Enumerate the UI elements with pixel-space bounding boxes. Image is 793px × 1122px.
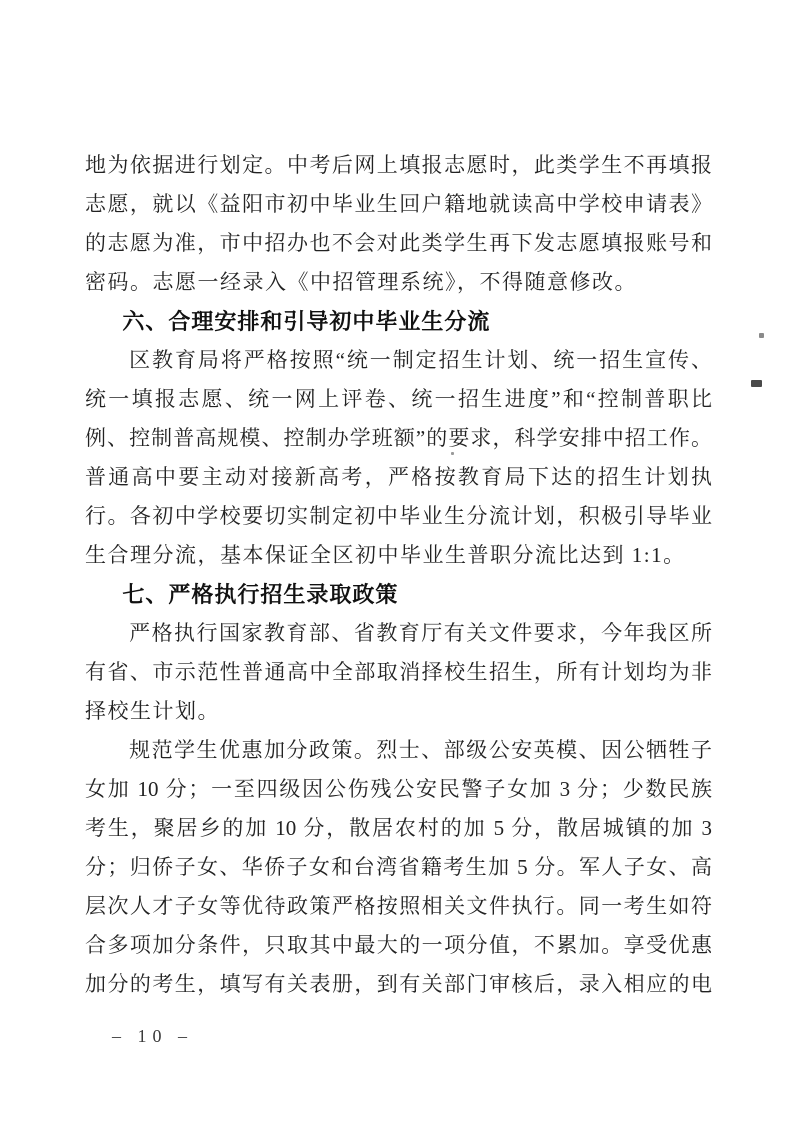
text-line: 择校生计划。 bbox=[85, 699, 220, 723]
text-line: 女加 10 分；一至四级因公伤残公安民警子女加 3 分；少数民族 bbox=[85, 777, 712, 801]
page-number: – 10 – bbox=[112, 1026, 193, 1046]
text-line: 合多项加分条件，只取其中最大的一项分值，不累加。享受优惠 bbox=[85, 933, 712, 957]
text-line: 志愿，就以《益阳市初中毕业生回户籍地就读高中学校申请表》 bbox=[85, 192, 712, 216]
text-line: 地为依据进行划定。中考后网上填报志愿时，此类学生不再填报 bbox=[85, 153, 712, 177]
text-line: 层次人才子女等优待政策严格按照相关文件执行。同一考生如符 bbox=[85, 894, 712, 918]
text-line: 严格执行国家教育部、省教育厅有关文件要求，今年我区所 bbox=[129, 621, 712, 645]
text-line: 分；归侨子女、华侨子女和台湾省籍考生加 5 分。军人子女、高 bbox=[85, 855, 712, 879]
text-line: 生合理分流，基本保证全区初中毕业生普职分流比达到 1:1。 bbox=[85, 543, 686, 567]
text-line: 普通高中要主动对接新高考，严格按教育局下达的招生计划执 bbox=[85, 465, 712, 489]
section-heading: 六、合理安排和引导初中毕业生分流 bbox=[122, 309, 491, 334]
text-line: 考生，聚居乡的加 10 分，散居农村的加 5 分，散居城镇的加 3 bbox=[85, 816, 712, 840]
scan-speck bbox=[751, 380, 762, 387]
scan-speck bbox=[759, 333, 764, 338]
text-line: 区教育局将严格按照“统一制定招生计划、统一招生宣传、 bbox=[129, 348, 712, 372]
text-line: 例、控制普高规模、控制办学班额”的要求，科学安排中招工作。 bbox=[85, 426, 712, 450]
text-line: 统一填报志愿、统一网上评卷、统一招生进度”和“控制普职比 bbox=[85, 387, 712, 411]
text-line: 密码。志愿一经录入《中招管理系统》，不得随意修改。 bbox=[85, 270, 637, 294]
section-heading: 七、严格执行招生录取政策 bbox=[122, 582, 399, 607]
text-line: 有省、市示范性普通高中全部取消择校生招生，所有计划均为非 bbox=[85, 660, 712, 684]
text-line: 的志愿为准，市中招办也不会对此类学生再下发志愿填报账号和 bbox=[85, 231, 712, 255]
text-line: 规范学生优惠加分政策。烈士、部级公安英模、因公牺牲子 bbox=[129, 738, 712, 762]
text-block bbox=[85, 146, 712, 1004]
scan-speck bbox=[451, 452, 454, 455]
text-line: 加分的考生，填写有关表册，到有关部门审核后，录入相应的电 bbox=[85, 972, 712, 996]
text-line: 行。各初中学校要切实制定初中毕业生分流计划，积极引导毕业 bbox=[85, 504, 712, 528]
